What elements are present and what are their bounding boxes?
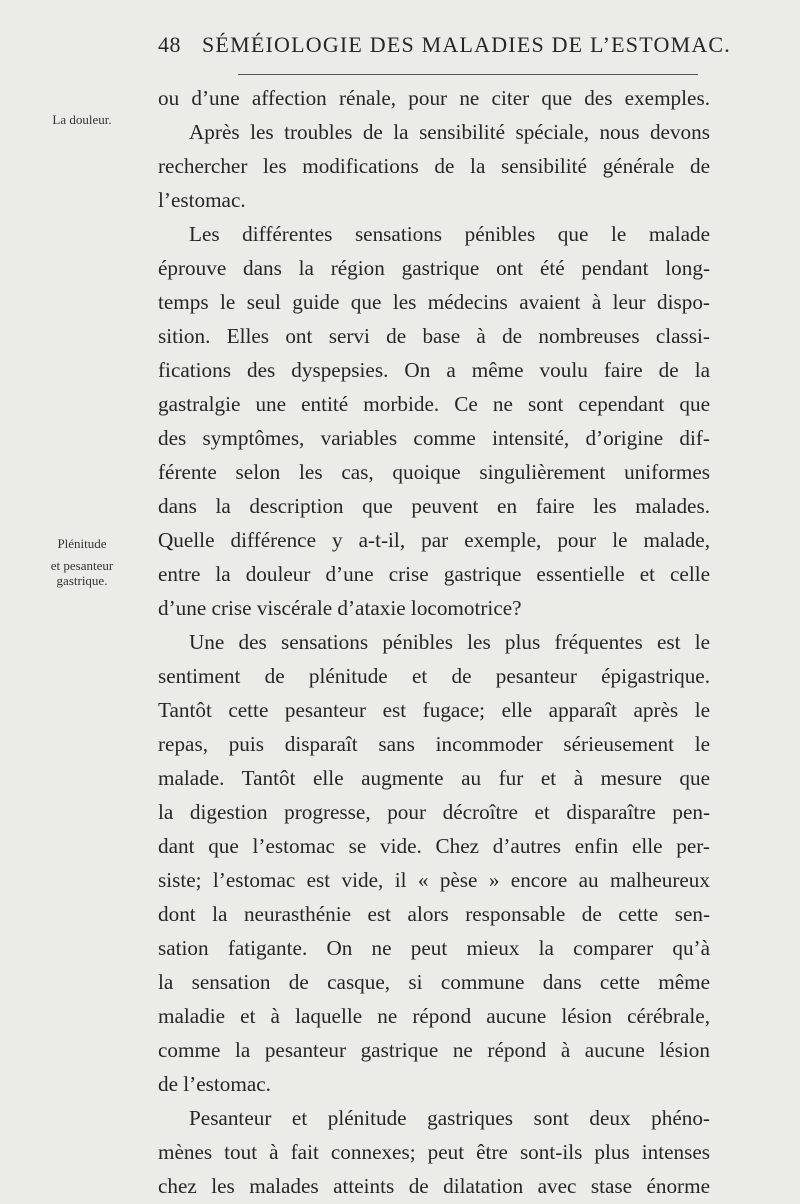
body-line: la sensation de casque, si commune dans cette même (158, 970, 710, 994)
body-line: éprouve dans la région gastrique ont été pendant long- (158, 256, 710, 280)
body-line: ou d’une affection rénale, pour ne citer que des exemples. (158, 86, 710, 110)
body-line: d’une crise viscérale d’ataxie locomotrice? (158, 596, 522, 620)
body-line: mènes tout à fait connexes; peut être sont-ils plus intenses (158, 1140, 710, 1164)
body-line: dont la neurasthénie est alors responsable de cette sen- (158, 902, 710, 926)
body-line: gastralgie une entité morbide. Ce ne sont cependant que (158, 392, 710, 416)
body-line: Quelle différence y a-t-il, par exemple, pour le malade, (158, 528, 710, 552)
body-line: dans la description que peuvent en faire les malades. (158, 494, 710, 518)
body-line: siste; l’estomac est vide, il « pèse » encore au malheureux (158, 868, 710, 892)
body-line: malade. Tantôt elle augmente au fur et à mesure que (158, 766, 710, 790)
body-line: chez les malades atteints de dilatation avec stase énorme (158, 1174, 710, 1198)
margin-note-line: et pesanteur (50, 558, 114, 573)
body-line: Les différentes sensations pénibles que le malade (189, 222, 710, 246)
body-line: des symptômes, variables comme intensité, d’origine dif- (158, 426, 710, 450)
body-line: temps le seul guide que les médecins avaient à leur dispo- (158, 290, 710, 314)
margin-note-line: gastrique. (56, 573, 108, 588)
body-line: comme la pesanteur gastrique ne répond à aucune lésion (158, 1038, 710, 1062)
body-line: la digestion progresse, pour décroître et disparaître pen- (158, 800, 710, 824)
body-line: Une des sensations pénibles les plus fréquentes est le (189, 630, 710, 654)
body-line: férente selon les cas, quoique singulièrement uniformes (158, 460, 710, 484)
body-line: entre la douleur d’une crise gastrique essentielle et celle (158, 562, 710, 586)
body-line: Tantôt cette pesanteur est fugace; elle apparaît après le (158, 698, 710, 722)
margin-note-line: Plénitude (57, 536, 107, 551)
margin-note-plenitude (32, 536, 132, 588)
body-line: sation fatigante. On ne peut mieux la comparer qu’à (158, 936, 710, 960)
body-line: fications des dyspepsies. On a même voulu faire de la (158, 358, 710, 382)
body-line: Après les troubles de la sensibilité spéciale, nous devons (189, 120, 710, 144)
body-line: dant que l’estomac se vide. Chez d’autres enfin elle per- (158, 834, 710, 858)
margin-note-la-douleur (32, 112, 132, 127)
body-line: rechercher les modifications de la sensibilité générale de (158, 154, 710, 178)
body-line: repas, puis disparaît sans incommoder sérieusement le (158, 732, 710, 756)
margin-note-line: La douleur. (52, 112, 112, 127)
header-rule (238, 74, 698, 75)
body-line: sition. Elles ont servi de base à de nombreuses classi- (158, 324, 710, 348)
page-number: 48 (158, 32, 181, 57)
running-head (150, 32, 731, 68)
body-line: Pesanteur et plénitude gastriques sont deux phéno- (189, 1106, 710, 1130)
body-line: l’estomac. (158, 188, 246, 212)
body-line: de l’estomac. (158, 1072, 271, 1096)
body-line: sentiment de plénitude et de pesanteur épigastrique. (158, 664, 710, 688)
body-line: maladie et à laquelle ne répond aucune lésion cérébrale, (158, 1004, 710, 1028)
running-title: SÉMÉIOLOGIE DES MALADIES DE L’ESTOMAC. (202, 32, 731, 57)
